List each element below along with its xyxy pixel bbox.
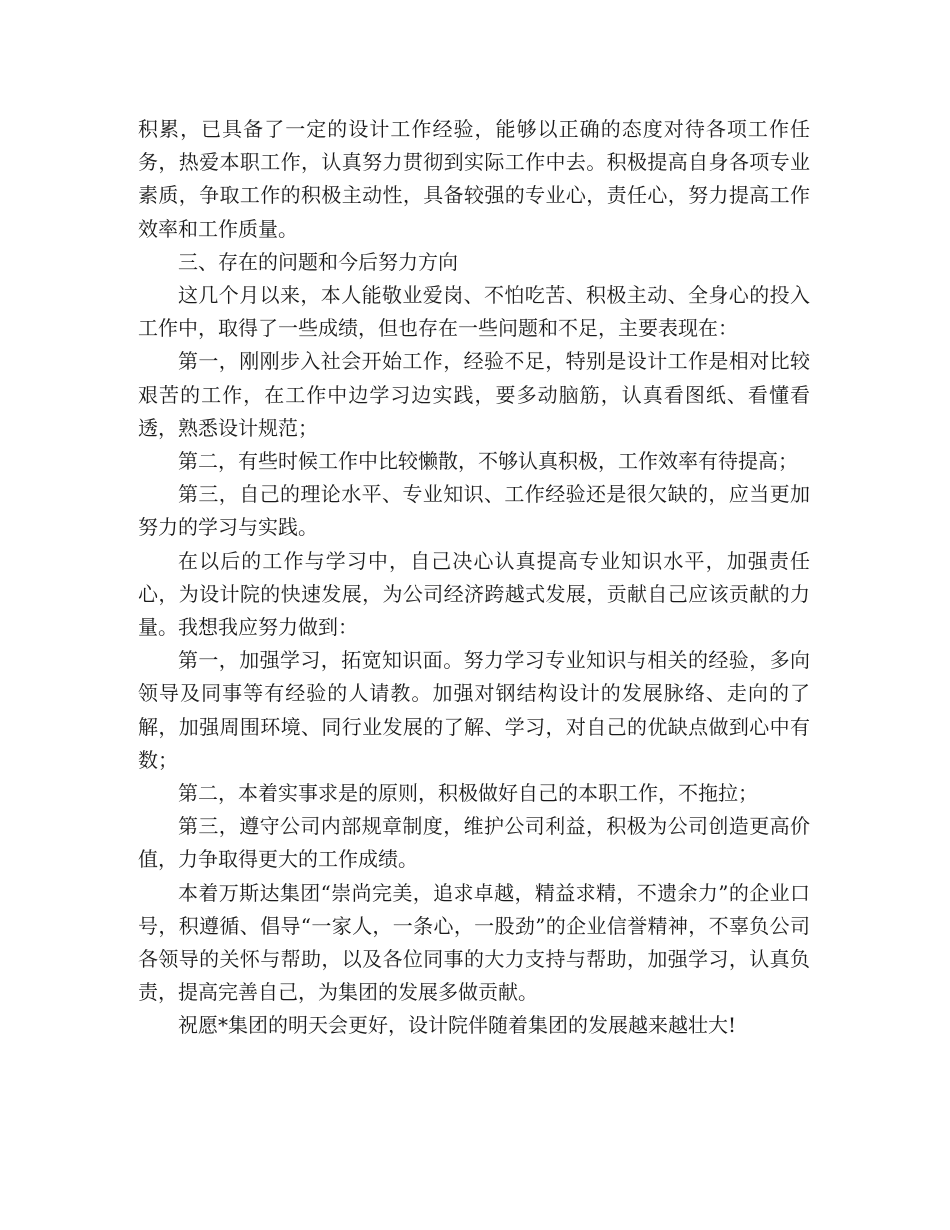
paragraph: 第二，有些时候工作中比较懒散，不够认真积极，工作效率有待提高； — [178, 449, 798, 474]
document-body — [138, 113, 810, 1043]
paragraph: 这几个月以来，本人能敬业爱岗、不怕吃苦、积极主动、全身心的投入工作中，取得了一些成绩，但也存在一些问题和不足，主要表现在： — [138, 283, 810, 341]
paragraph: 第三，自己的理论水平、专业知识、工作经验还是很欠缺的，应当更加努力的学习与实践。 — [138, 482, 810, 540]
paragraph-continuation: 积累，已具备了一定的设计工作经验，能够以正确的态度对待各项工作任务，热爱本职工作，认真努力贯彻到实际工作中去。积极提高自身各项专业素质，争取工作的积极主动性，具备较强的专业心，责任心，努力提高工作效率和工作质量。 — [138, 117, 810, 241]
closing-paragraph: 祝愿*集团的明天会更好，设计院伴随着集团的发展越来越壮大! — [178, 1013, 737, 1038]
section-heading: 三、存在的问题和今后努力方向 — [178, 249, 458, 274]
paragraph: 第三，遵守公司内部规章制度，维护公司利益，积极为公司创造更高价值，力争取得更大的工作成绩。 — [138, 814, 810, 872]
paragraph: 在以后的工作与学习中，自己决心认真提高专业知识水平，加强责任心，为设计院的快速发展，为公司经济跨越式发展，贡献自己应该贡献的力量。我想我应努力做到： — [138, 548, 810, 640]
paragraph: 第一，加强学习，拓宽知识面。努力学习专业知识与相关的经验，多向领导及同事等有经验的人请教。加强对钢结构设计的发展脉络、走向的了解，加强周围环境、同行业发展的了解、学习，对自己的优缺点做到心中有数； — [138, 648, 810, 772]
paragraph: 第一，刚刚步入社会开始工作，经验不足，特别是设计工作是相对比较艰苦的工作，在工作中边学习边实践，要多动脑筋，认真看图纸、看懂看透，熟悉设计规范； — [138, 349, 810, 440]
paragraph: 第二，本着实事求是的原则，积极做好自己的本职工作，不拖拉； — [178, 781, 758, 806]
paragraph: 本着万斯达集团“崇尚完美，追求卓越，精益求精，不遗余力”的企业口号，积遵循、倡导“一家人，一条心，一股劲”的企业信誉精神，不辜负公司各领导的关怀与帮助，以及各位同事的大力支持与帮助，加强学习，认真负责，提高完善自己，为集团的发展多做贡献。 — [138, 880, 810, 1005]
